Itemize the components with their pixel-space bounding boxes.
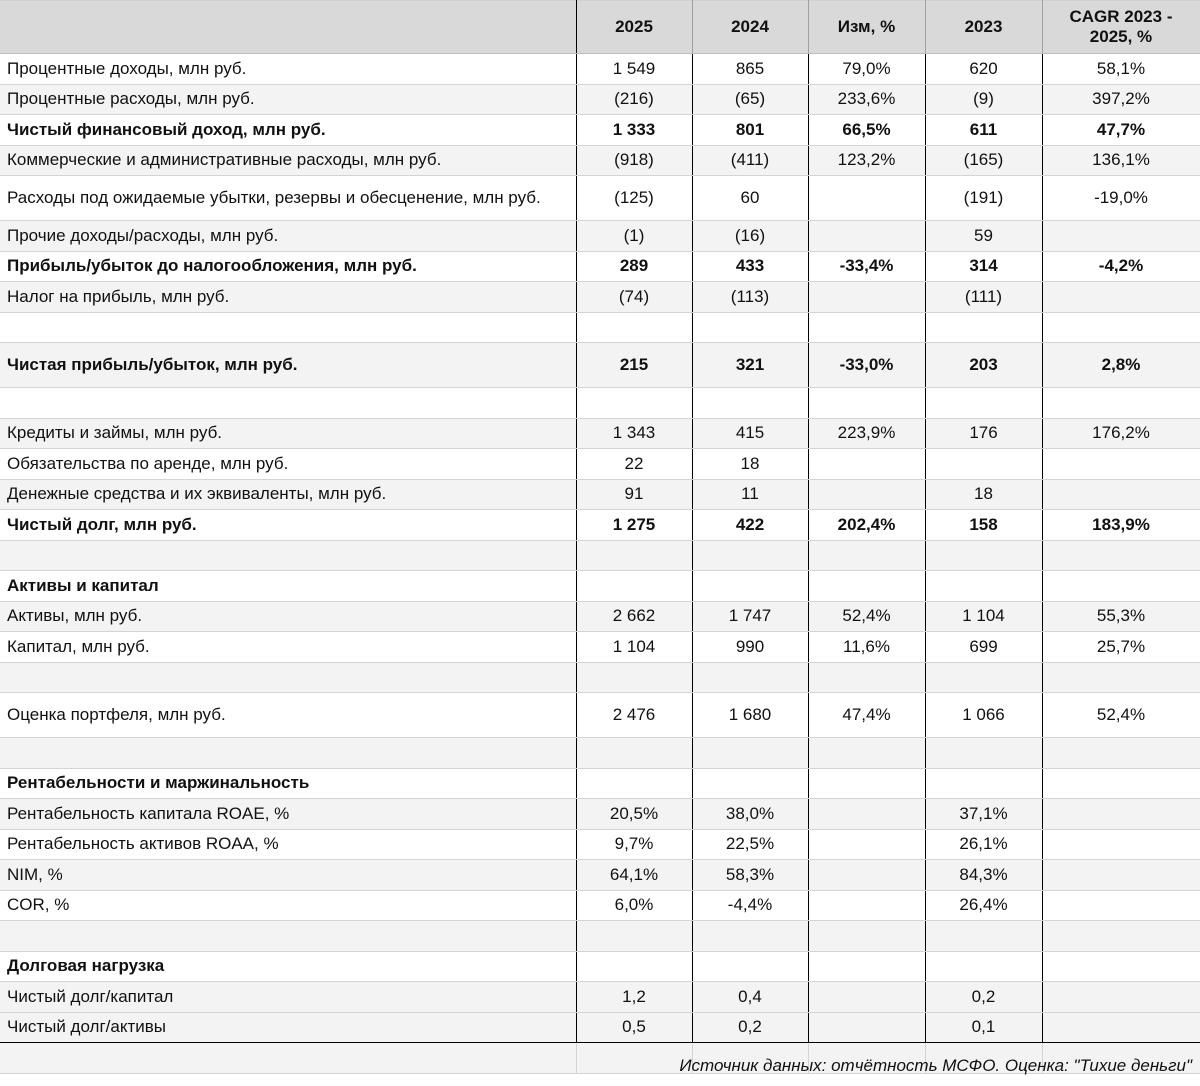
row-label: Денежные средства и их эквиваленты, млн руб. xyxy=(0,479,576,510)
value-2023 xyxy=(925,951,1042,982)
value-2023 xyxy=(925,312,1042,343)
header-2024: 2024 xyxy=(692,1,808,54)
row-label xyxy=(0,388,576,419)
row-label: Активы и капитал xyxy=(0,571,576,602)
value-cagr: 25,7% xyxy=(1042,632,1200,663)
row-label: Кредиты и займы, млн руб. xyxy=(0,418,576,449)
value-2025: 1 549 xyxy=(576,54,692,85)
value-2025: 1 104 xyxy=(576,632,692,663)
table-row xyxy=(0,510,1200,541)
value-2025: 22 xyxy=(576,449,692,480)
value-cagr: 136,1% xyxy=(1042,145,1200,176)
table-row xyxy=(0,799,1200,830)
value-2025: 1 275 xyxy=(576,510,692,541)
spacer-row xyxy=(0,312,1200,343)
value-cagr xyxy=(1042,799,1200,830)
value-2024 xyxy=(692,768,808,799)
row-label: Чистый долг/капитал xyxy=(0,982,576,1013)
table-row xyxy=(0,951,1200,982)
table-row xyxy=(0,982,1200,1013)
value-2025 xyxy=(576,921,692,952)
value-change xyxy=(808,221,925,252)
value-2025 xyxy=(576,540,692,571)
table-row xyxy=(0,890,1200,921)
value-change xyxy=(808,860,925,891)
value-cagr xyxy=(1042,951,1200,982)
row-label: Прибыль/убыток до налогообложения, млн руб. xyxy=(0,251,576,282)
value-cagr: 2,8% xyxy=(1042,343,1200,388)
value-change xyxy=(808,1012,925,1043)
value-change xyxy=(808,890,925,921)
value-change xyxy=(808,799,925,830)
value-2024: 990 xyxy=(692,632,808,663)
value-2023: 176 xyxy=(925,418,1042,449)
table-row xyxy=(0,115,1200,146)
value-2023: 611 xyxy=(925,115,1042,146)
value-2023: (191) xyxy=(925,176,1042,221)
value-2023: 620 xyxy=(925,54,1042,85)
value-change xyxy=(808,921,925,952)
row-label xyxy=(0,921,576,952)
value-cagr xyxy=(1042,662,1200,693)
table-row xyxy=(0,145,1200,176)
value-2025: 2 662 xyxy=(576,601,692,632)
value-2024: 38,0% xyxy=(692,799,808,830)
value-change xyxy=(808,282,925,313)
row-label xyxy=(0,312,576,343)
value-2025: 0,5 xyxy=(576,1012,692,1043)
value-2025: 91 xyxy=(576,479,692,510)
value-change: 79,0% xyxy=(808,54,925,85)
value-change xyxy=(808,738,925,769)
value-2024: 60 xyxy=(692,176,808,221)
table-row xyxy=(0,1012,1200,1043)
value-2024: (16) xyxy=(692,221,808,252)
value-2023: 699 xyxy=(925,632,1042,663)
value-cagr xyxy=(1042,479,1200,510)
value-2025: 289 xyxy=(576,251,692,282)
value-cagr xyxy=(1042,449,1200,480)
header-row xyxy=(0,1,1200,54)
value-2024: 0,2 xyxy=(692,1012,808,1043)
value-2023: 158 xyxy=(925,510,1042,541)
value-change: 52,4% xyxy=(808,601,925,632)
value-2023 xyxy=(925,388,1042,419)
value-2024: -4,4% xyxy=(692,890,808,921)
table-row xyxy=(0,418,1200,449)
value-2023: 18 xyxy=(925,479,1042,510)
row-label: Капитал, млн руб. xyxy=(0,632,576,663)
value-2024 xyxy=(692,571,808,602)
value-change xyxy=(808,449,925,480)
value-cagr: 183,9% xyxy=(1042,510,1200,541)
row-label: Расходы под ожидаемые убытки, резервы и обесценение, млн руб. xyxy=(0,176,576,221)
value-change xyxy=(808,312,925,343)
row-label: Рентабельность капитала ROAE, % xyxy=(0,799,576,830)
value-cagr: 47,7% xyxy=(1042,115,1200,146)
source-note: Источник данных: отчётность МСФО. Оценка: "Тихие деньги" xyxy=(679,1056,1192,1075)
value-cagr xyxy=(1042,860,1200,891)
value-2024 xyxy=(692,738,808,769)
value-cagr xyxy=(1042,571,1200,602)
table-row xyxy=(0,479,1200,510)
value-2025: (216) xyxy=(576,84,692,115)
table-row xyxy=(0,632,1200,663)
table-row xyxy=(0,449,1200,480)
row-label: Чистый финансовый доход, млн руб. xyxy=(0,115,576,146)
table-row xyxy=(0,768,1200,799)
value-2025 xyxy=(576,951,692,982)
value-2023: 26,4% xyxy=(925,890,1042,921)
value-2023 xyxy=(925,738,1042,769)
header-change: Изм, % xyxy=(808,1,925,54)
value-change xyxy=(808,388,925,419)
value-2023: (165) xyxy=(925,145,1042,176)
value-2024: 801 xyxy=(692,115,808,146)
value-cagr: 55,3% xyxy=(1042,601,1200,632)
value-2025 xyxy=(576,388,692,419)
value-change xyxy=(808,982,925,1013)
spacer-row xyxy=(0,738,1200,769)
value-2023: 1 066 xyxy=(925,693,1042,738)
spacer-row xyxy=(0,388,1200,419)
header-label-cell xyxy=(0,1,576,54)
row-label: Чистая прибыль/убыток, млн руб. xyxy=(0,343,576,388)
value-2023 xyxy=(925,571,1042,602)
table-row xyxy=(0,221,1200,252)
value-cagr xyxy=(1042,540,1200,571)
value-2025 xyxy=(576,738,692,769)
row-label: Процентные расходы, млн руб. xyxy=(0,84,576,115)
row-label: Чистый долг/активы xyxy=(0,1012,576,1043)
row-label: Оценка портфеля, млн руб. xyxy=(0,693,576,738)
value-change: 11,6% xyxy=(808,632,925,663)
value-change: -33,4% xyxy=(808,251,925,282)
spacer-row xyxy=(0,662,1200,693)
value-cagr xyxy=(1042,1012,1200,1043)
table-row xyxy=(0,54,1200,85)
value-2025: 9,7% xyxy=(576,829,692,860)
row-label xyxy=(0,540,576,571)
value-2025: 64,1% xyxy=(576,860,692,891)
value-cagr xyxy=(1042,282,1200,313)
value-cagr xyxy=(1042,921,1200,952)
value-2025: 20,5% xyxy=(576,799,692,830)
header-2023: 2023 xyxy=(925,1,1042,54)
row-label: NIM, % xyxy=(0,860,576,891)
value-cagr xyxy=(1042,768,1200,799)
value-2024: 865 xyxy=(692,54,808,85)
value-change xyxy=(808,176,925,221)
table-row xyxy=(0,282,1200,313)
value-change: -33,0% xyxy=(808,343,925,388)
row-label xyxy=(0,738,576,769)
value-cagr: 397,2% xyxy=(1042,84,1200,115)
value-change: 202,4% xyxy=(808,510,925,541)
value-change: 233,6% xyxy=(808,84,925,115)
table-row xyxy=(0,860,1200,891)
value-2024: (65) xyxy=(692,84,808,115)
value-2023 xyxy=(925,449,1042,480)
value-cagr: 52,4% xyxy=(1042,693,1200,738)
table-row xyxy=(0,176,1200,221)
value-2024: (411) xyxy=(692,145,808,176)
row-label: Коммерческие и административные расходы, млн руб. xyxy=(0,145,576,176)
value-2023: 37,1% xyxy=(925,799,1042,830)
value-2025 xyxy=(576,312,692,343)
table-row xyxy=(0,251,1200,282)
value-2024: 321 xyxy=(692,343,808,388)
value-2023: 59 xyxy=(925,221,1042,252)
row-label: Рентабельности и маржинальность xyxy=(0,768,576,799)
row-label: Прочие доходы/расходы, млн руб. xyxy=(0,221,576,252)
value-2025 xyxy=(576,662,692,693)
value-change xyxy=(808,662,925,693)
value-2024: 58,3% xyxy=(692,860,808,891)
value-2025: 215 xyxy=(576,343,692,388)
value-2025: (74) xyxy=(576,282,692,313)
value-2024: 433 xyxy=(692,251,808,282)
value-2024: 11 xyxy=(692,479,808,510)
value-2024 xyxy=(692,662,808,693)
value-2025: 1 343 xyxy=(576,418,692,449)
value-2024 xyxy=(692,312,808,343)
value-2024: (113) xyxy=(692,282,808,313)
value-2024: 18 xyxy=(692,449,808,480)
value-2023 xyxy=(925,662,1042,693)
value-2024: 0,4 xyxy=(692,982,808,1013)
value-cagr: 176,2% xyxy=(1042,418,1200,449)
value-cagr xyxy=(1042,388,1200,419)
value-2024 xyxy=(692,921,808,952)
value-2024 xyxy=(692,951,808,982)
value-change xyxy=(808,571,925,602)
spacer-row xyxy=(0,921,1200,952)
header-cagr: CAGR 2023 - 2025, % xyxy=(1042,1,1200,54)
value-change: 47,4% xyxy=(808,693,925,738)
value-2025: (125) xyxy=(576,176,692,221)
value-2024: 22,5% xyxy=(692,829,808,860)
value-2024: 415 xyxy=(692,418,808,449)
table-row xyxy=(0,571,1200,602)
value-cagr: 58,1% xyxy=(1042,54,1200,85)
value-2024 xyxy=(692,388,808,419)
value-cagr xyxy=(1042,221,1200,252)
row-label: COR, % xyxy=(0,890,576,921)
value-change xyxy=(808,829,925,860)
value-2025: (1) xyxy=(576,221,692,252)
table-row xyxy=(0,829,1200,860)
table-row xyxy=(0,343,1200,388)
value-2024 xyxy=(692,540,808,571)
row-label: Налог на прибыль, млн руб. xyxy=(0,282,576,313)
value-2025: (918) xyxy=(576,145,692,176)
value-cagr xyxy=(1042,890,1200,921)
value-cagr: -4,2% xyxy=(1042,251,1200,282)
value-2023: 0,2 xyxy=(925,982,1042,1013)
row-label: Долговая нагрузка xyxy=(0,951,576,982)
value-2023: 1 104 xyxy=(925,601,1042,632)
value-cagr: -19,0% xyxy=(1042,176,1200,221)
row-label: Чистый долг, млн руб. xyxy=(0,510,576,541)
value-2023 xyxy=(925,540,1042,571)
spacer-row xyxy=(0,540,1200,571)
value-2023: 314 xyxy=(925,251,1042,282)
value-2025 xyxy=(576,768,692,799)
value-2023: 203 xyxy=(925,343,1042,388)
value-2023: (111) xyxy=(925,282,1042,313)
row-label xyxy=(0,1043,576,1074)
row-label: Обязательства по аренде, млн руб. xyxy=(0,449,576,480)
value-cagr xyxy=(1042,738,1200,769)
value-2025 xyxy=(576,571,692,602)
value-2025: 6,0% xyxy=(576,890,692,921)
value-change xyxy=(808,540,925,571)
value-2025: 1,2 xyxy=(576,982,692,1013)
value-2025 xyxy=(576,1043,692,1074)
value-change: 123,2% xyxy=(808,145,925,176)
value-2023: 26,1% xyxy=(925,829,1042,860)
row-label: Рентабельность активов ROAA, % xyxy=(0,829,576,860)
table-row xyxy=(0,84,1200,115)
row-label: Активы, млн руб. xyxy=(0,601,576,632)
value-cagr xyxy=(1042,829,1200,860)
table-row xyxy=(0,693,1200,738)
value-change xyxy=(808,479,925,510)
value-2024: 1 747 xyxy=(692,601,808,632)
row-label: Процентные доходы, млн руб. xyxy=(0,54,576,85)
value-change xyxy=(808,768,925,799)
financial-table-body xyxy=(0,1,1200,1074)
value-cagr xyxy=(1042,982,1200,1013)
table-row xyxy=(0,601,1200,632)
value-2023: 0,1 xyxy=(925,1012,1042,1043)
value-2025: 2 476 xyxy=(576,693,692,738)
value-change: 223,9% xyxy=(808,418,925,449)
value-2023 xyxy=(925,768,1042,799)
value-2023: 84,3% xyxy=(925,860,1042,891)
row-label xyxy=(0,662,576,693)
value-2023 xyxy=(925,921,1042,952)
value-2025: 1 333 xyxy=(576,115,692,146)
value-cagr xyxy=(1042,312,1200,343)
value-change xyxy=(808,951,925,982)
value-2024: 422 xyxy=(692,510,808,541)
value-2023: (9) xyxy=(925,84,1042,115)
value-change: 66,5% xyxy=(808,115,925,146)
value-2024: 1 680 xyxy=(692,693,808,738)
header-2025: 2025 xyxy=(576,1,692,54)
